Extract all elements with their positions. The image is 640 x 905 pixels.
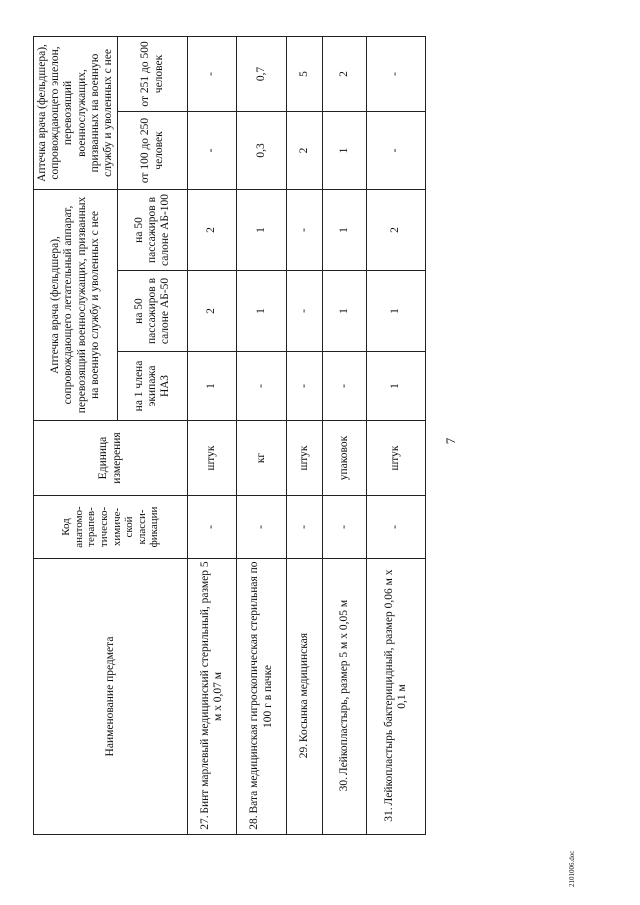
item-unit: штук xyxy=(287,421,323,496)
item-value: 1 xyxy=(237,271,287,352)
item-value: - xyxy=(367,36,426,111)
item-text: Лейкопластырь, размер 5 м х 0,05 м xyxy=(337,599,350,776)
file-name-footer: 2101006.doc xyxy=(568,850,576,887)
item-name xyxy=(188,559,237,835)
item-code: - xyxy=(237,496,287,559)
header-row-1 xyxy=(34,36,118,834)
header-sub-251-500: от 251 до 500 человек xyxy=(118,36,188,111)
item-value: 5 xyxy=(287,36,323,111)
item-value: 2 xyxy=(188,271,237,352)
item-value: 0,3 xyxy=(237,111,287,189)
item-code: - xyxy=(287,496,323,559)
header-sub-ab100: на 50 пассажиров в салоне АБ-100 xyxy=(118,189,188,270)
item-code: - xyxy=(323,496,367,559)
item-unit: упаковок xyxy=(323,421,367,496)
item-code: - xyxy=(188,496,237,559)
item-value: 1 xyxy=(323,189,367,270)
item-name xyxy=(367,559,426,835)
item-value: 0,7 xyxy=(237,36,287,111)
item-value: - xyxy=(287,271,323,352)
header-sub-naz: на 1 члена экипажа НАЗ xyxy=(118,352,188,421)
header-group-aircraft: Аптечка врача (фельдшера), сопровождающего летательный аппарат, перевозящий военнослужащих, призванных на военную службу и уволенных с нее xyxy=(34,189,118,420)
header-name: Наименование предмета xyxy=(34,559,188,835)
table-row xyxy=(188,36,237,834)
item-text: Косынка медицинская xyxy=(297,632,310,743)
item-number: 31. xyxy=(382,807,395,822)
header-sub-ab50: на 50 пассажиров в салоне АБ-50 xyxy=(118,271,188,352)
item-value: - xyxy=(323,352,367,421)
item-value: - xyxy=(237,352,287,421)
item-text: Вата медицинская гигроскопическая стерильная по 100 г в пачке xyxy=(248,561,274,814)
item-text: Бинт марлевый медицинский стерильный, размер 5 м х 0,07 м xyxy=(198,561,224,814)
item-number: 27. xyxy=(198,815,211,830)
item-value: - xyxy=(367,111,426,189)
item-value: 1 xyxy=(237,189,287,270)
item-value: 1 xyxy=(367,271,426,352)
item-value: 1 xyxy=(188,352,237,421)
item-value: 2 xyxy=(323,36,367,111)
item-code: - xyxy=(367,496,426,559)
item-unit: штук xyxy=(188,421,237,496)
table-row xyxy=(323,36,367,834)
item-number: 29. xyxy=(297,743,310,759)
item-name xyxy=(237,559,287,835)
item-value: 2 xyxy=(287,111,323,189)
header-code: Код анатомо-терапев-тическо-химиче-ской класси-фикации xyxy=(34,496,188,559)
item-name xyxy=(287,559,323,835)
item-value: 1 xyxy=(323,111,367,189)
item-unit: штук xyxy=(367,421,426,496)
item-unit: кг xyxy=(237,421,287,496)
item-value: 2 xyxy=(367,189,426,270)
item-value: - xyxy=(287,352,323,421)
item-value: - xyxy=(287,189,323,270)
item-value: - xyxy=(188,36,237,111)
header-sub-100-250: от 100 до 250 человек xyxy=(118,111,188,189)
item-name xyxy=(323,559,367,835)
table-row xyxy=(237,36,287,834)
header-group-train: Аптечка врача (фельдшера), сопровождающего эшелон, перевозящий военнослужащих, призванных на военную службу и уволенных с нее xyxy=(34,36,118,189)
item-number: 28. xyxy=(248,815,261,830)
table-row xyxy=(367,36,426,834)
item-text: Лейкопластырь бактерицидный, размер 0,06 м х 0,1 м xyxy=(382,569,408,806)
table-row xyxy=(287,36,323,834)
header-unit: Единица измерения xyxy=(34,421,188,496)
page-number: 7 xyxy=(443,437,458,445)
item-value: - xyxy=(188,111,237,189)
item-value: 1 xyxy=(367,352,426,421)
item-number: 30. xyxy=(337,776,350,792)
supplies-table xyxy=(33,36,426,835)
item-value: 2 xyxy=(188,189,237,270)
item-value: 1 xyxy=(323,271,367,352)
